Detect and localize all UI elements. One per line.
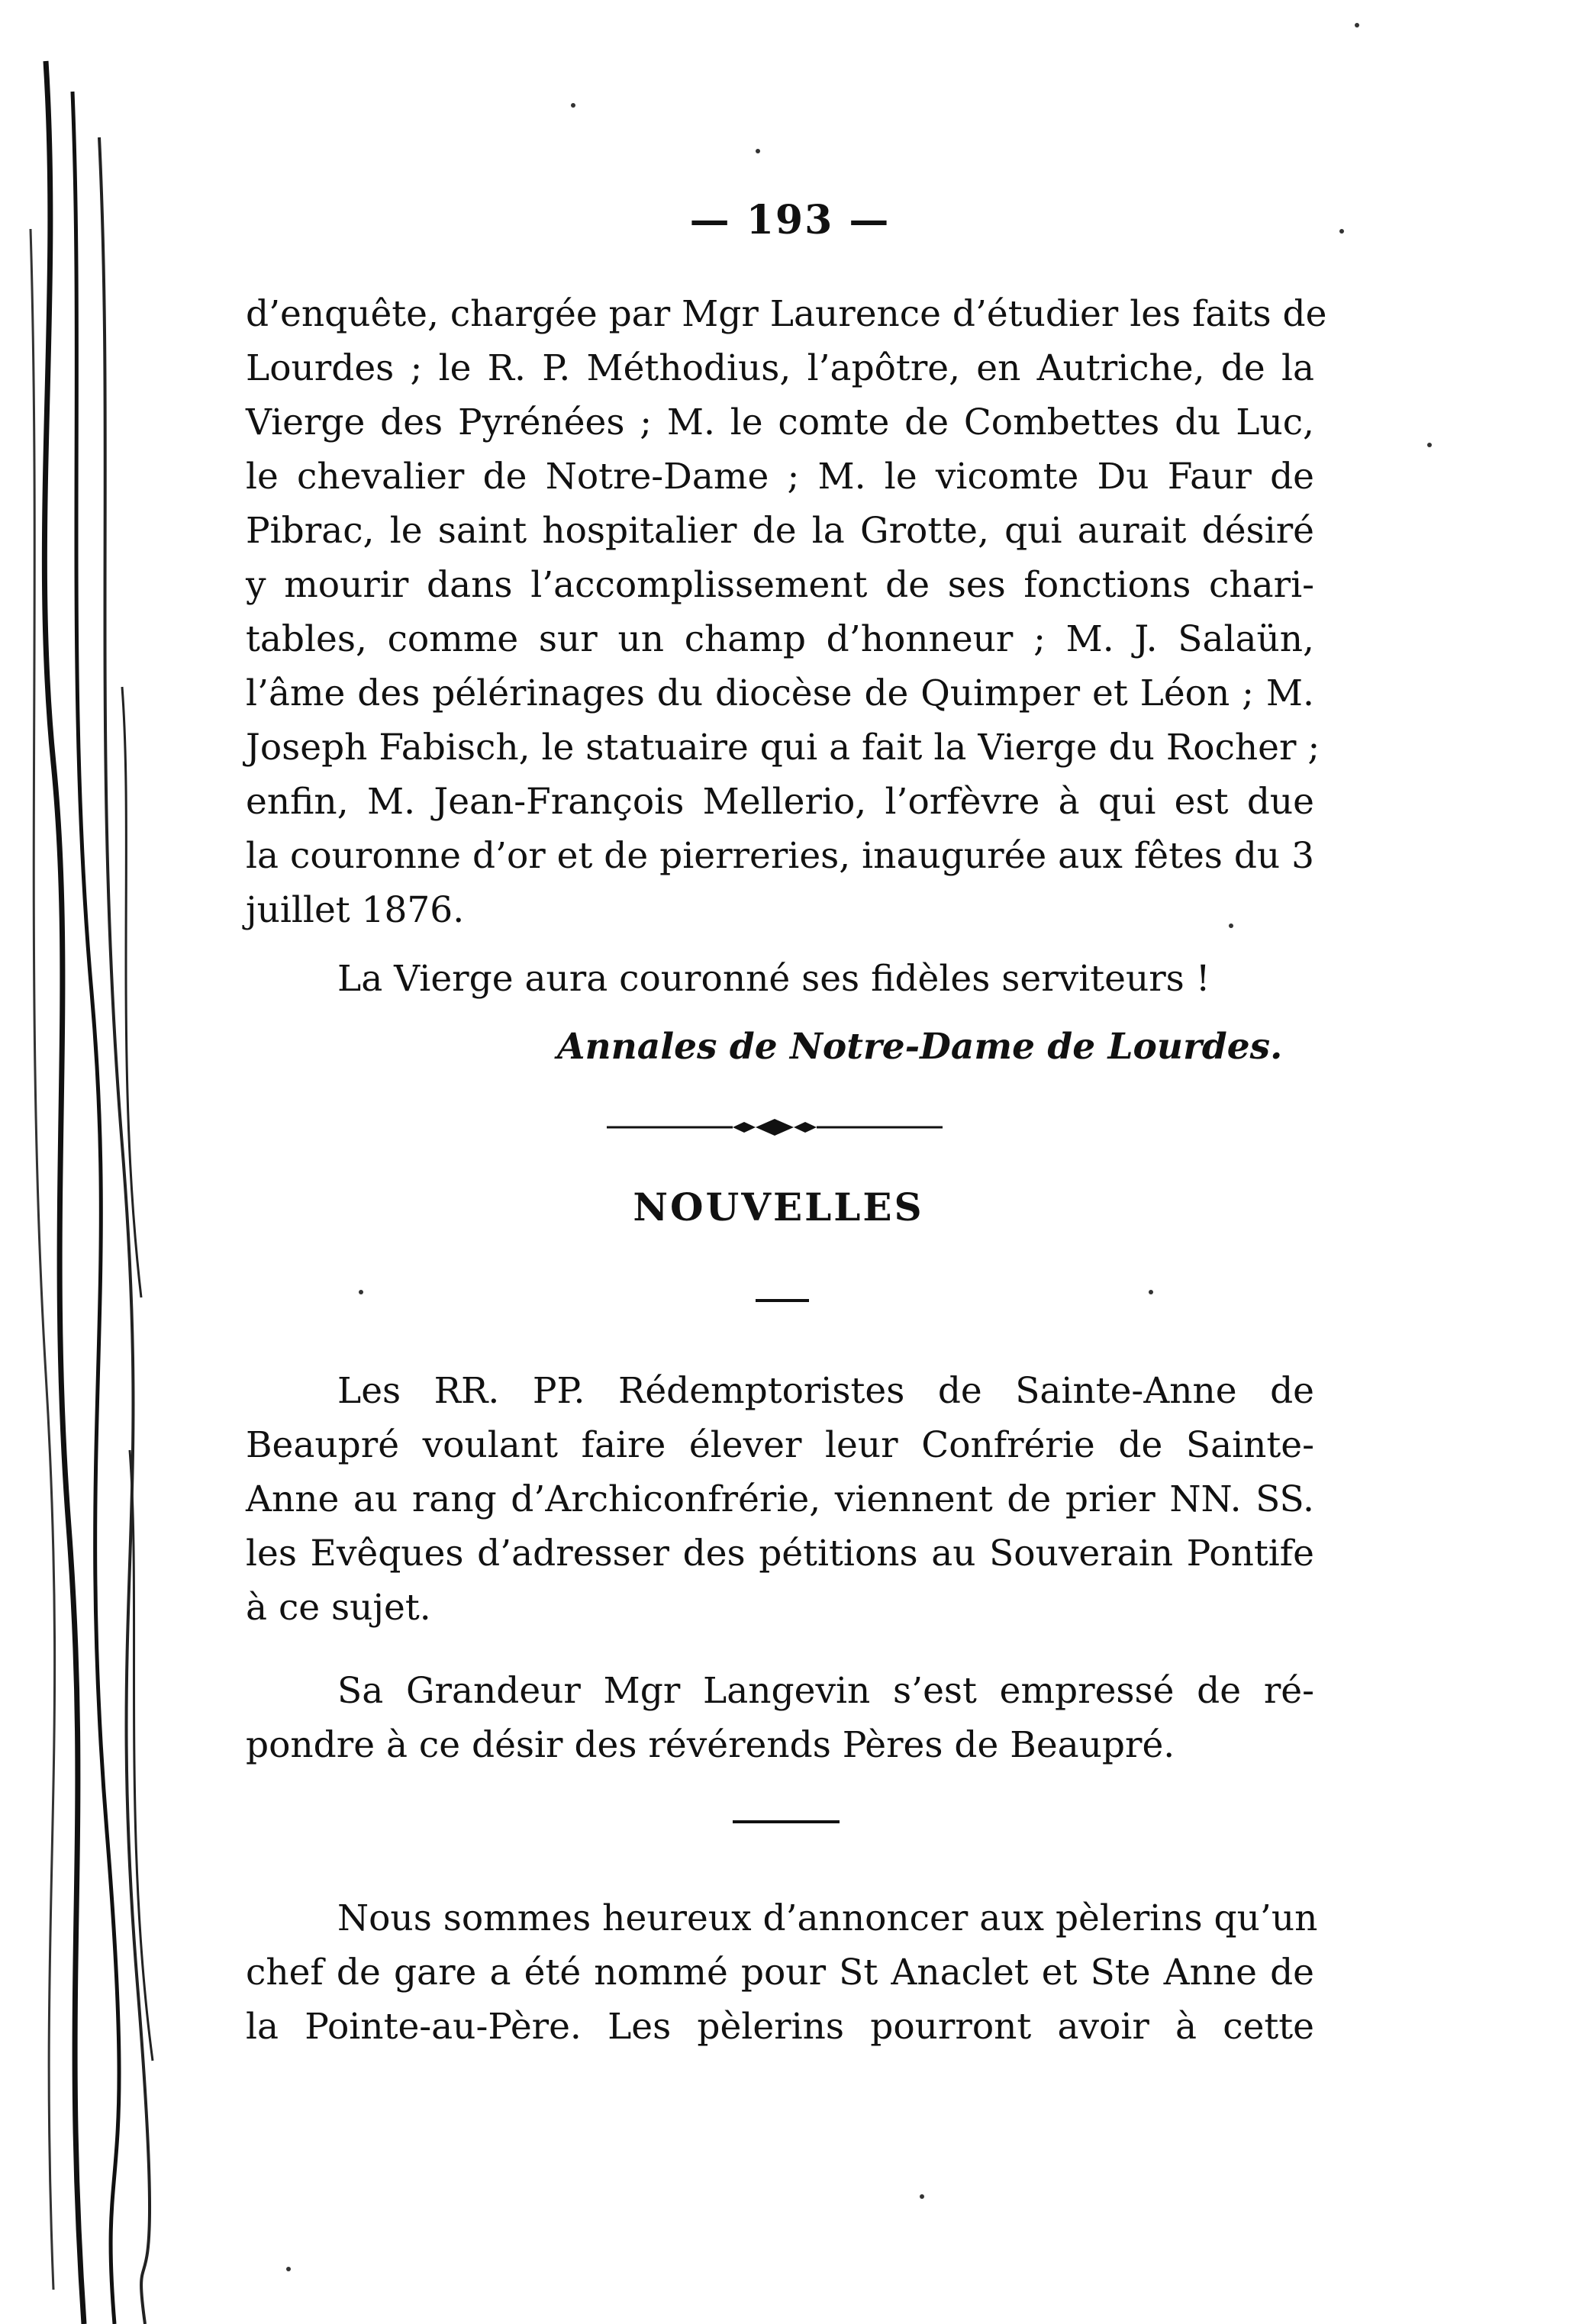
scan-speck <box>286 2267 291 2271</box>
scan-speck <box>571 103 575 108</box>
text-line: Les RR. PP. Rédemptoristes de Sainte-Anne de <box>337 1370 1314 1412</box>
scan-speck <box>1355 23 1359 27</box>
text-line: Joseph Fabisch, le statuaire qui a fait la Vierge du Rocher ; <box>246 727 1320 769</box>
page-number: — 193 — <box>689 197 891 243</box>
paragraph-1 <box>246 287 1327 937</box>
text-line: Pibrac, le saint hospitalier de la Grotte, qui aurait désiré <box>246 510 1314 552</box>
text-line: Beaupré voulant faire élever leur Confrérie de Sainte- <box>246 1424 1314 1466</box>
text-line: le chevalier de Notre-Dame ; M. le vicomte Du Faur de <box>246 456 1314 498</box>
text-line: la couronne d’or et de pierreries, inaugurée aux fêtes du 3 <box>246 835 1315 877</box>
text-line: juillet 1876. <box>246 889 465 931</box>
paragraph-3 <box>246 1664 1314 1772</box>
scan-speck <box>359 1290 363 1294</box>
text-line: y mourir dans l’accomplissement de ses fonctions chari- <box>246 564 1314 606</box>
paragraph-4 <box>246 1891 1318 2054</box>
text-line: d’enquête, chargée par Mgr Laurence d’étudier les faits de <box>246 293 1327 335</box>
scan-speck <box>756 149 760 153</box>
section-title: NOUVELLES <box>633 1185 924 1230</box>
text-line: la Pointe-au-Père. Les pèlerins pourront avoir à cette <box>246 2006 1314 2048</box>
text-line: enfin, M. Jean-François Mellerio, l’orfèvre à qui est due <box>246 781 1314 823</box>
page-binding-edge <box>0 0 229 2324</box>
paragraph-2 <box>246 1364 1314 1635</box>
text-line: Vierge des Pyrénées ; M. le comte de Combettes du Luc, <box>246 401 1314 443</box>
scan-speck <box>1229 923 1233 928</box>
text-line: tables, comme sur un champ d’honneur ; M. J. Salaün, <box>246 618 1314 660</box>
text-line: pondre à ce désir des révérends Pères de Beaupré. <box>246 1724 1175 1766</box>
section-rule <box>756 1299 809 1302</box>
scan-speck <box>1339 229 1344 234</box>
text-line: Sa Grandeur Mgr Langevin s’est empressé de ré- <box>337 1670 1314 1712</box>
scan-speck <box>1149 1290 1153 1294</box>
text-line: à ce sujet. <box>246 1587 431 1629</box>
text-line: l’âme des pélérinages du diocèse de Quimper et Léon ; M. <box>246 672 1314 714</box>
text-line: chef de gare a été nommé pour St Anaclet et Ste Anne de <box>246 1952 1314 1994</box>
source-signature: Annales de Notre-Dame de Lourdes. <box>557 1026 1283 1068</box>
text-line: les Evêques d’adresser des pétitions au Souverain Pontife <box>246 1533 1314 1575</box>
scan-speck <box>920 2194 924 2199</box>
text-line: Anne au rang d’Archiconfrérie, viennent de prier NN. SS. <box>246 1478 1314 1520</box>
ornament-divider <box>603 1116 946 1139</box>
text-line: Nous sommes heureux d’annoncer aux pèlerins qu’un <box>337 1897 1318 1939</box>
scan-speck <box>1427 443 1432 447</box>
text-line: Lourdes ; le R. P. Méthodius, l’apôtre, en Autriche, de la <box>246 347 1314 389</box>
closing-line: La Vierge aura couronné ses fidèles serviteurs ! <box>337 958 1210 1000</box>
separator-rule <box>733 1820 840 1823</box>
